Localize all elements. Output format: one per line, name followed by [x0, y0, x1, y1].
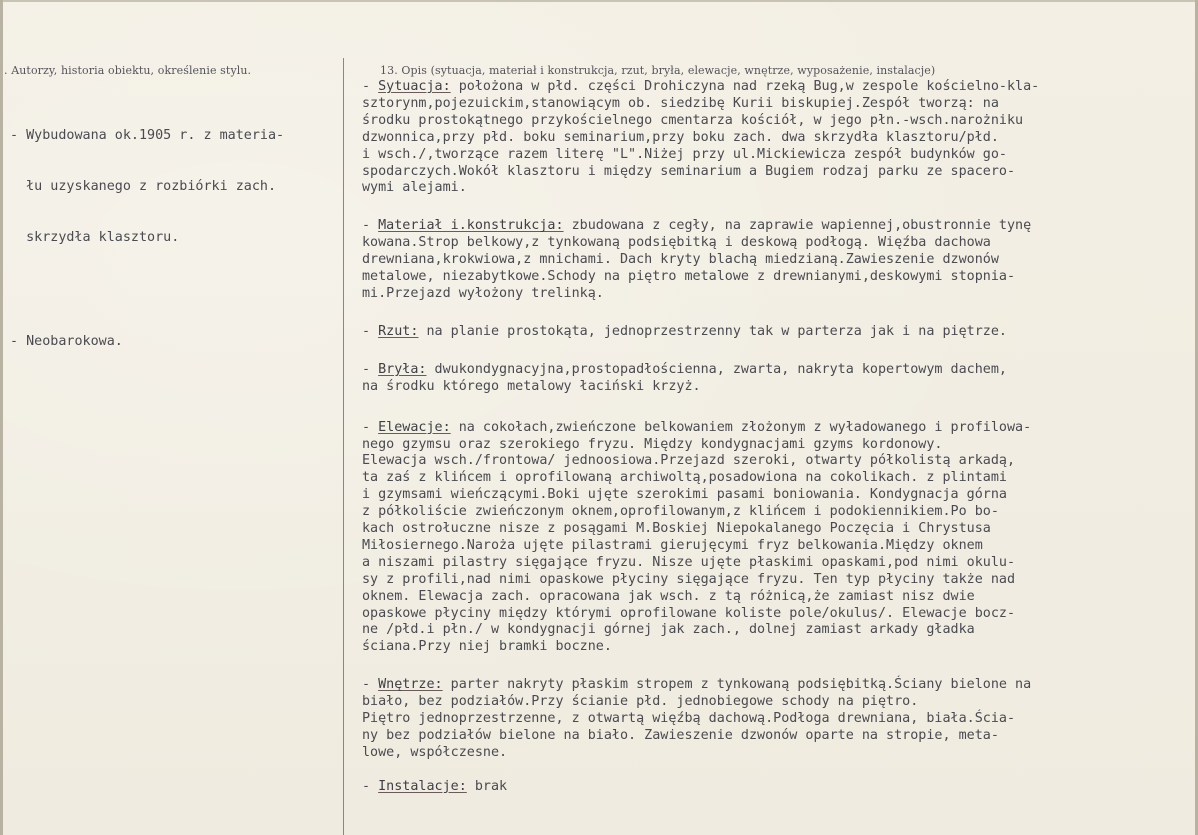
section-instalacje: [362, 779, 1192, 796]
sytuacja-line-2: sztorynm,pojezuickim,stanowiącym ob. siedzibę Kurii biskupiej.Zespół tworzą: na: [362, 95, 999, 111]
sytuacja-line-4: dzwonnica,przy płd. boku seminarium,przy boku zach. dwa skrzydła klasztoru/płd.: [362, 129, 999, 145]
elewacje-line-8: Miłosiernego.Naroża ujęte pilastrami gierujęcymi fryz belkowania.Między oknem: [362, 537, 983, 553]
column-divider: [343, 58, 344, 835]
material-line-5: mi.Przejazd wyłożony trelinką.: [362, 285, 604, 301]
wnetrze-line-3: Piętro jednoprzestrzenne, z otwartą więźbą dachową.Podłoga drewniana, biała.Ścia-: [362, 711, 1016, 727]
style-line-1: - Neobarokowa.: [10, 334, 123, 349]
sytuacja-line-7: wymi alejami.: [362, 180, 467, 196]
left-column: [10, 93, 340, 403]
dash: -: [362, 677, 379, 693]
section-bryla: [362, 362, 1192, 396]
page-edge-top: [0, 0, 1198, 2]
material-line-1: zbudowana z cegły, na zaprawie wapiennej,obustronnie tynę: [563, 218, 1032, 234]
history-line-1: - Wybudowana ok.1905 r. z materia-: [10, 128, 285, 143]
dash: -: [362, 778, 379, 794]
bryla-line-2: na środku którego metalowy łaciński krzyż.: [362, 378, 701, 394]
material-line-2: kowana.Strop belkowy,z tynkowaną podsiębitką i deskową podłogą. Więźba dachowa: [362, 235, 991, 251]
dash: -: [362, 218, 379, 234]
elewacje-line-7: kach ostrołuczne nisze z posągami M.Boskiej Niepokalanego Poczęcia i Chrystusa: [362, 521, 991, 537]
dash: -: [362, 419, 379, 435]
sytuacja-line-1: położona w płd. części Drohiczyna nad rzeką Bug,w zespole kościelno-kla-: [450, 79, 1040, 94]
elewacje-line-3: Elewacja wsch./frontowa/ jednoosiowa.Przejazd szeroki, otwarty półkolistą arkadą,: [362, 453, 1016, 469]
label-sytuacja: Sytuacja:: [378, 79, 451, 94]
section-elewacje: [362, 420, 1192, 657]
elewacje-line-1: na cokołach,zwieńczone belkowaniem złożonym z wyładowanego i profilowa-: [450, 419, 1032, 435]
section-wnetrze: [362, 677, 1192, 762]
style-paragraph: [10, 299, 340, 384]
wnetrze-line-1: parter nakryty płaskim stropem z tynkowaną podsiębitką.Ściany bielone na: [442, 677, 1032, 693]
elewacje-line-10: sy z profili,nad nimi opaskowe płyciny sięgające fryzu. Ten typ płyciny także nad: [362, 571, 1016, 587]
dash: -: [362, 323, 379, 339]
description-column: [362, 79, 1192, 796]
instalacje-line-1: brak: [466, 778, 508, 794]
wnetrze-line-4: ny bez podziałów bielone na biało. Zawieszenie dzwonów oparte na stropie, meta-: [362, 728, 999, 743]
label-wnetrze: Wnętrze:: [378, 677, 443, 693]
material-line-4: metalowe, niezabytkowe.Schody na piętro metalowe z drewnianymi,deskowymi stopnia-: [362, 269, 1016, 285]
elewacje-line-9: a niszami pilastry sięgające fryzu. Nisze ujęte płaskimi opaskami,pod nimi okulu-: [362, 554, 1016, 570]
label-material: Materiał i.konstrukcja:: [378, 218, 564, 234]
header-right: 13. Opis (sytuacja, materiał i konstrukcja, rzut, bryła, elewacje, wnętrze, wyposażenie, instalacje): [380, 64, 936, 77]
history-line-2: łu uzyskanego z rozbiórki zach.: [10, 179, 277, 194]
elewacje-line-5: i gzymsami wieńczącymi.Boki ujęte szerokimi pasami boniowania. Kondygnacja górna: [362, 487, 1007, 503]
history-paragraph: [10, 93, 340, 280]
header-left: . Autorzy, historia obiektu, określenie stylu.: [4, 64, 252, 77]
page-edge-left: [0, 0, 3, 835]
section-sytuacja: [362, 79, 1192, 197]
bryla-line-1: dwukondygnacyjna,prostopadłościenna, zwarta, nakryta kopertowym dachem,: [426, 361, 1007, 377]
wnetrze-line-5: lowe, współczesne.: [362, 744, 508, 760]
elewacje-line-2: nego gzymsu oraz szerokiego fryzu. Między kondygnacjami gzyms kordonowy.: [362, 436, 943, 452]
sytuacja-line-5: i wsch./,tworzące razem literę "L".Niżej przy ul.Mickiewicza zespół budynków go-: [362, 146, 1007, 162]
wnetrze-line-2: biało, bez podziałów.Przy ścianie płd. jednobiegowe schody na piętro.: [362, 694, 919, 710]
elewacje-line-14: ściana.Przy niej bramki boczne.: [362, 639, 612, 655]
history-line-3: skrzydła klasztoru.: [10, 230, 180, 245]
dash: -: [362, 361, 379, 377]
elewacje-line-11: oknem. Elewacja zach. opracowana jak wsch. z tą różnicą,że zamiast nisz dwie: [362, 588, 975, 604]
elewacje-line-13: ne /płd.i płn./ w kondygnacji górnej jak zach., dolnej zamiast arkady gładka: [362, 622, 975, 638]
section-material: [362, 218, 1192, 303]
elewacje-line-4: ta zaś z klińcem i oprofilowaną archiwoltą,posadowiona na cokolikach. z plintami: [362, 470, 1007, 486]
rzut-line-1: na planie prostokąta, jednoprzestrzenny tak w parterza jak i na piętrze.: [418, 323, 1007, 339]
dash: -: [362, 79, 379, 94]
material-line-3: drewniana,krokwiowa,z mnichami. Dach kryty blachą miedzianą.Zawieszenie dzwonów: [362, 252, 999, 268]
section-rzut: [362, 324, 1192, 341]
sytuacja-line-3: środku prostokątnego przykościelnego cmentarza kościół, w jego płn.-wsch.narożniku: [362, 112, 1024, 128]
sytuacja-line-6: spodarczych.Wokół klasztoru i między seminarium a Bugiem rodzaj parku ze spacero-: [362, 163, 1016, 179]
label-instalacje: Instalacje:: [378, 778, 467, 794]
label-bryla: Bryła:: [378, 361, 427, 377]
label-elewacje: Elewacje:: [378, 419, 451, 435]
elewacje-line-12: opaskowe płyciny między którymi oprofilowane koliste pole/okulus/. Elewacje bocz-: [362, 605, 1016, 621]
elewacje-line-6: z półkoliście zwieńczonym oknem,oprofilowanym,z klińcem i podokiennikiem.Po bo-: [362, 504, 999, 520]
label-rzut: Rzut:: [378, 323, 419, 339]
